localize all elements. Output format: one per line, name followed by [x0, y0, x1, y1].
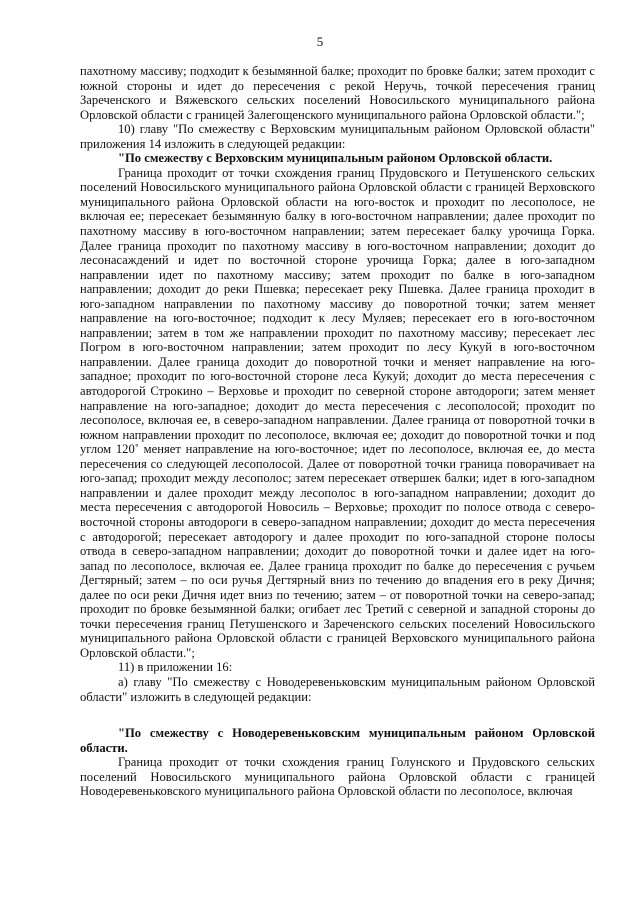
page-number: 5: [316, 34, 324, 49]
document-body: [80, 64, 595, 799]
paragraph-item-10: 10) главу "По смежеству с Верховским муниципальным районом Орловской области" приложения 14 изложить в следующей редакции:: [80, 122, 595, 151]
paragraph-continuation: пахотному массиву; подходит к безымянной балке; проходит по бровке балки; затем проходит с южной стороны и идет до пересечения с рекой Неручь, точкой пересечения границ Зареченского и Вяжевского сельских поселений Новосильского муниципального района Орловской области с границей Залегощенского муниципального района Орловской области.";: [80, 64, 595, 122]
paragraph-item-11a: а) главу "По смежеству с Новодеревеньковским муниципальным районом Орловской области" изложить в следующей редакции:: [80, 674, 595, 704]
paragraph-item-11: 11) в приложении 16:: [118, 660, 233, 675]
paragraph-boundary-novoderevenkovsky: Граница проходит от точки схождения границ Голунского и Прудовского сельских поселений Новосильского муниципального района Орловской области с границей Новодеревеньковского муниципального района Орловской области по лесополосе, включая: [80, 755, 595, 799]
section-heading-novoderevenkovsky: "По смежеству с Новодеревеньковским муниципальным районом Орловской области.: [80, 726, 595, 755]
section-heading-verkhovsky: "По смежеству с Верховским муниципальным районом Орловской области.: [118, 151, 553, 166]
paragraph-boundary-verkhovsky: Граница проходит от точки схождения границ Прудовского и Петушенского сельских поселений Новосильского муниципального района Орловской области с границей Верховского муниципального района Орловской области на юго-восток и проходит по лесополосе, не включая ее; пересекает безымянную балку в юго-восточном направлении; далее проходит по пахотному массиву в юго-восточном направлении; затем пересекает балку урочища Горка. Далее граница проходит по пахотному массиву в юго-восточном направлении; доходит до лесонасаждений и идет по восточной стороне урочища Горка; далее в юго-западном направлении идет по пахотному массиву; затем проходит по балке в юго-западном направлении; доходит до реки Пшевка; пересекает реку Пшевка. Далее граница проходит в юго-западном направлении по пахотному массиву до поворотной точки; затем меняет направление на юго-восточное; подходит к лесу Муляев; пересекает его в юго-восточном направлении; затем в том же направлении проходит по пахотному массиву; пересекает лес Погром в юго-восточном направлении; затем проходит по лесу Кукуй в юго-восточном направлении. Далее граница доходит до поворотной точки и меняет направление на юго-западное; проходит по юго-восточной стороне леса Кукуй; доходит до места пересечения с автодорогой Строкино – Верховье и проходит по северной стороне автодороги; затем меняет направление на юго-западное; доходит до места пересечения с лесополосой; проходит по лесополосе, включая ее, в северо-западном направлении. Далее граница от поворотной точки в южном направлении проходит по лесополосе, включая ее; доходит до поворотной точки и под углом 120˚ меняет направление на юго-восточное; идет по лесополосе, включая ее, до места пересечения со следующей лесополосой. Далее от поворотной точки граница поворачивает на юго-запад; проходит между лесополос; затем пересекает отвершек балки; идет в юго-западном направлении и далее проходит между лесополос в юго-западном направлении; доходит до места пересечения с автодорогой Новосиль – Верховье; проходит по полосе отвода с северо-восточной стороны автодороги в северо-западном направлении; доходит до места пересечения с автодорогой; пересекает автодорогу и далее проходит по юго-западной стороне полосы отвода в северо-западном направлении; доходит до поворотной точки и далее идет на юго-запад по лесополосе, включая ее. Далее граница проходит по балке до пересечения с ручьем Дегтярный; затем – по оси ручья Дегтярный вниз по течению до впадения его в реку Дичня; далее по оси реки Дичня идет вниз по течению; затем – от поворотной точки на северо-запад; проходит по бровке безымянной балки; огибает лес Третий с северной и западной стороны до точки пересечения границ Петушенского и Зареченского сельских поселений Новосильского муниципального района Орловской области с границей Верховского муниципального района Орловской области.";: [80, 165, 595, 660]
